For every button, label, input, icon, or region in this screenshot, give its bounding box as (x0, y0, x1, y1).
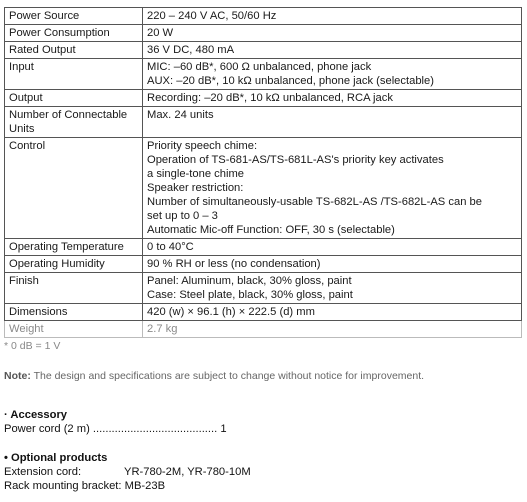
spec-value: 2.7 kg (143, 321, 522, 338)
spec-label: Dimensions (5, 304, 143, 321)
spec-value: 90 % RH or less (no condensation) (143, 256, 522, 273)
spec-row (5, 42, 522, 59)
note-text: The design and specifications are subject to change without notice for improvement. (30, 370, 425, 382)
spec-label: Number of Connectable Units (5, 107, 143, 138)
spec-value: 20 W (143, 25, 522, 42)
spec-row (5, 25, 522, 42)
spec-value: 36 V DC, 480 mA (143, 42, 522, 59)
spec-value: Panel: Aluminum, black, 30% gloss, paint Case: Steel plate, black, 30% gloss, paint (143, 273, 522, 304)
spec-label: Control (5, 138, 143, 239)
spec-label: Finish (5, 273, 143, 304)
spec-row (5, 256, 522, 273)
optional-product-value: MB-23B (124, 480, 166, 492)
spec-value: Priority speech chime: Operation of TS-681-AS/TS-681L-AS's priority key activates a single-tone chime Speaker restriction: Number of simultaneously-usable TS-682L-AS /TS-682L-AS can be set up to 0 – 3 Automatic Mic-off Function: OFF, 30 s (selectable) (143, 138, 522, 239)
spec-row (5, 107, 522, 138)
spec-row (5, 321, 522, 338)
spec-value: MIC: –60 dB*, 600 Ω unbalanced, phone jack AUX: –20 dB*, 10 kΩ unbalanced, phone jack (selectable) (143, 59, 522, 90)
spec-value: 0 to 40°C (143, 239, 522, 256)
spec-label: Power Source (5, 8, 143, 25)
optional-products-heading: • Optional products (4, 452, 108, 464)
spec-label: Output (5, 90, 143, 107)
spec-row (5, 90, 522, 107)
spec-label: Power Consumption (5, 25, 143, 42)
spec-row (5, 8, 522, 25)
optional-product-item (4, 479, 165, 493)
spec-row (5, 138, 522, 239)
spec-value: 220 – 240 V AC, 50/60 Hz (143, 8, 522, 25)
spec-label: Input (5, 59, 143, 90)
spec-value: 420 (w) × 96.1 (h) × 222.5 (d) mm (143, 304, 522, 321)
spec-label: Rated Output (5, 42, 143, 59)
spec-row (5, 304, 522, 321)
optional-product-value: YR-780-2M, YR-780-10M (124, 466, 251, 478)
accessory-item: Power cord (2 m) ........................................ 1 (4, 423, 227, 435)
optional-product-item (4, 465, 251, 479)
spec-row (5, 59, 522, 90)
optional-product-label: Extension cord: (4, 466, 82, 478)
spec-row (5, 273, 522, 304)
optional-product-label: Rack mounting bracket: (4, 480, 122, 492)
spec-row (5, 239, 522, 256)
spec-label: Operating Temperature (5, 239, 143, 256)
accessory-heading: · Accessory (4, 409, 68, 421)
spec-label: Weight (5, 321, 143, 338)
spec-label: Operating Humidity (5, 256, 143, 273)
spec-value: Max. 24 units (143, 107, 522, 138)
note-prefix: Note: (4, 370, 31, 382)
specifications-table (4, 7, 522, 338)
spec-value: Recording: –20 dB*, 10 kΩ unbalanced, RCA jack (143, 90, 522, 107)
note (4, 369, 424, 383)
footnote: * 0 dB = 1 V (4, 340, 61, 352)
